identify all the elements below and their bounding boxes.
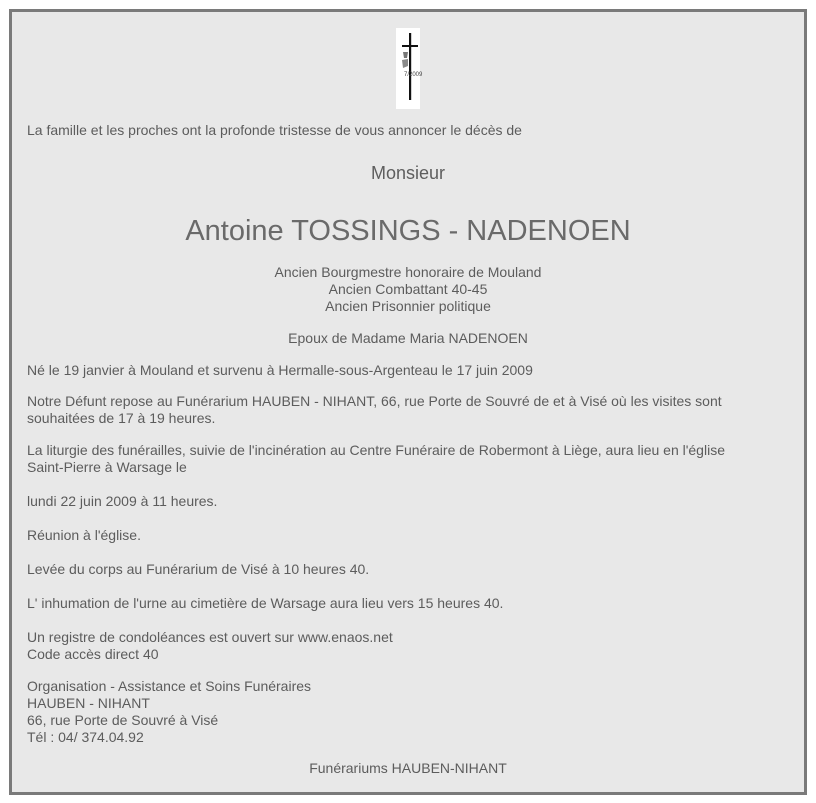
organisation-phone: Tél : 04/ 374.04.92 [27,729,144,745]
obituary-card [9,9,807,795]
emblem-image [396,28,423,109]
repose-line: Notre Défunt repose au Funérarium HAUBEN - NIHANT, 66, rue Porte de Souvré de et à Visé où les visites sont [27,393,722,409]
emblem-inscription: 7/2009 [404,72,423,78]
condolences-line [27,629,393,646]
condolences-link[interactable]: www.enaos.net [297,629,393,645]
title-line: Ancien Bourgmestre honoraire de Mouland [274,264,542,280]
organisation-name: HAUBEN - NIHANT [27,695,150,711]
burial-text: L' inhumation de l'urne au cimetière de Warsage aura lieu vers 15 heures 40. [27,595,504,611]
title-line: Ancien Prisonnier politique [325,298,491,314]
ceremony-date: lundi 22 juin 2009 à 11 heures. [27,493,218,509]
birth-death-text: Né le 19 janvier à Mouland et survenu à Hermalle-sous-Argenteau le 17 juin 2009 [27,362,533,378]
organisation-line: Organisation - Assistance et Soins Funéraires [27,678,312,694]
repose-line: souhaitées de 17 à 19 heures. [27,410,216,426]
organisation-address: 66, rue Porte de Souvré à Visé [27,712,219,728]
meeting-text: Réunion à l'église. [27,527,141,543]
title-line: Ancien Combattant 40-45 [328,281,488,297]
footer-text: Funérariums HAUBEN-NIHANT [309,760,507,776]
intro-text: La famille et les proches ont la profonde tristesse de vous annoncer le décès de [27,122,522,138]
access-code: Code accès direct 40 [27,646,159,662]
liturgy-line: Saint-Pierre à Warsage le [27,459,187,475]
honorific: Monsieur [370,163,446,183]
liturgy-line: La liturgie des funérailles, suivie de l'incinération au Centre Funéraire de Robermont à Liège, aura lieu en l'église [27,442,725,458]
condolences-text: Un registre de condoléances est ouvert sur [27,629,298,645]
spouse-text: Epoux de Madame Maria NADENOEN [288,330,528,346]
cross-icon [396,28,423,109]
body-removal-text: Levée du corps au Funérarium de Visé à 10 heures 40. [27,561,370,577]
obituary-content [12,12,804,792]
deceased-name: Antoine TOSSINGS - NADENOEN [185,215,631,247]
